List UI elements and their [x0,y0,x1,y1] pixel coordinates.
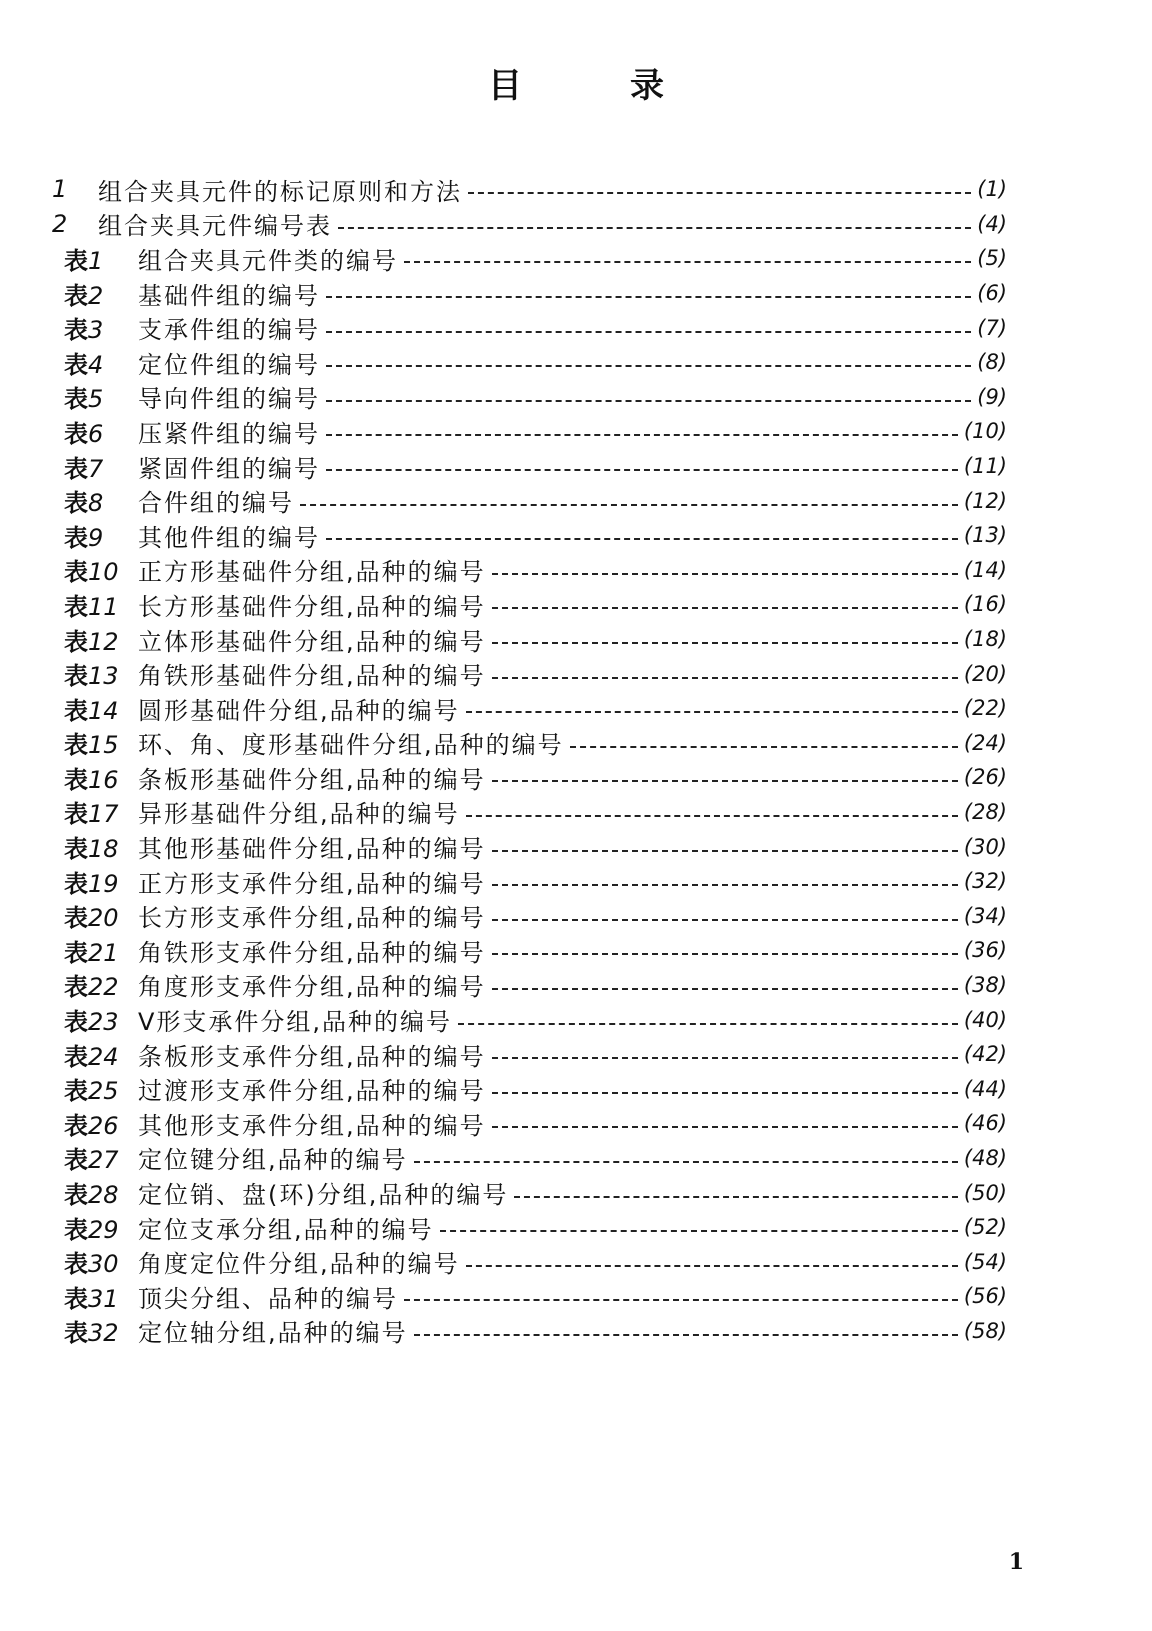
dotted-leader [468,192,971,194]
entry-number-value: 2 [88,281,104,310]
entry-prefix: 表 [64,316,88,345]
entry-page: (30) [963,834,1007,859]
entry-page: (28) [963,799,1007,824]
entry-title: 定位件组的编号 [138,350,320,379]
entry-number: 2 [52,209,68,238]
toc-entry[interactable] [52,241,1007,276]
entry-number-value: 20 [88,904,119,933]
entry-number [52,656,138,691]
toc-entry[interactable] [52,1037,1007,1072]
entry-number [52,622,138,657]
entry-number [52,241,138,276]
toc-entry[interactable] [52,933,1007,968]
entry-page: (22) [963,696,1007,721]
entry-number-value: 16 [88,765,119,794]
toc-entry[interactable] [52,898,1007,933]
entry-number-value: 13 [88,662,119,691]
dotted-leader [492,573,958,575]
toc-entry[interactable] [52,1244,1007,1279]
entry-page: (58) [963,1318,1007,1343]
dotted-leader [492,988,958,990]
entry-number-value: 9 [88,523,104,552]
entry-title: 其他件组的编号 [138,523,320,552]
toc-entry[interactable] [52,1002,1007,1037]
entry-prefix: 表 [64,1284,88,1313]
entry-prefix: 表 [64,1250,88,1279]
dotted-leader [326,331,971,333]
entry-title: 长方形基础件分组,品种的编号 [138,592,486,621]
entry-number [52,1210,138,1245]
entry-prefix: 表 [64,731,88,760]
entry-page: (52) [963,1215,1007,1240]
entry-prefix: 表 [64,696,88,725]
entry-prefix: 表 [64,627,88,656]
entry-page: (44) [963,1076,1007,1101]
toc-entry[interactable] [52,587,1007,622]
entry-number [52,379,138,414]
dotted-leader [492,850,958,852]
entry-prefix: 表 [64,523,88,552]
entry-prefix: 表 [64,904,88,933]
entry-number [52,1071,138,1106]
toc-entry[interactable] [52,172,1007,207]
entry-prefix: 表 [64,350,88,379]
entry-page: (46) [963,1111,1007,1136]
entry-prefix: 表 [64,489,88,518]
toc-entry[interactable] [52,1106,1007,1141]
entry-number [52,864,138,899]
entry-title: 角铁形基础件分组,品种的编号 [138,662,486,691]
entry-page: (56) [963,1284,1007,1309]
entry-number [52,552,138,587]
toc-entry[interactable] [52,276,1007,311]
entry-number-value: 8 [88,489,104,518]
entry-title: 异形基础件分组,品种的编号 [138,800,460,829]
dotted-leader [404,1299,958,1301]
toc-entry[interactable] [52,310,1007,345]
dotted-leader [492,677,958,679]
entry-prefix: 表 [64,800,88,829]
toc-entry[interactable] [52,795,1007,830]
entry-title: 压紧件组的编号 [138,419,320,448]
entry-prefix: 表 [64,973,88,1002]
dotted-leader [326,469,958,471]
entry-title: 角铁形支承件分组,品种的编号 [138,938,486,967]
entry-number [52,310,138,345]
entry-prefix: 表 [64,246,88,275]
entry-title: 角度形支承件分组,品种的编号 [138,973,486,1002]
entry-page: (20) [963,661,1007,686]
entry-prefix: 表 [64,281,88,310]
entry-page: (12) [963,488,1007,513]
entry-number [52,933,138,968]
entry-title: 顶尖分组、品种的编号 [138,1284,398,1313]
entry-number-value: 31 [88,1284,119,1313]
entry-number-value: 27 [88,1146,119,1175]
dotted-leader [492,953,958,955]
entry-number [52,1037,138,1072]
toc-entry[interactable] [52,691,1007,726]
dotted-leader [326,538,958,540]
entry-number-value: 24 [88,1042,119,1071]
entry-number-value: 28 [88,1181,119,1210]
entry-page: (8) [977,350,1007,375]
entry-title: 定位轴分组,品种的编号 [138,1319,408,1348]
entry-number-value: 4 [88,350,104,379]
entry-number-value: 14 [88,696,119,725]
toc-entry[interactable] [52,1071,1007,1106]
entry-number [52,276,138,311]
entry-number [52,691,138,726]
entry-number [52,1140,138,1175]
entry-number [52,1279,138,1314]
entry-number-value: 3 [88,316,104,345]
entry-title: 定位键分组,品种的编号 [138,1146,408,1175]
dotted-leader [492,919,958,921]
entry-number [52,483,138,518]
entry-prefix: 表 [64,1181,88,1210]
entry-number [52,725,138,760]
entry-prefix: 表 [64,1111,88,1140]
table-of-contents [52,172,1007,1348]
entry-number-value: 11 [88,592,119,621]
entry-number [52,898,138,933]
dotted-leader [492,642,958,644]
toc-entry[interactable] [52,1141,1007,1176]
entry-number [52,1002,138,1037]
dotted-leader [492,607,958,609]
dotted-leader [492,884,958,886]
entry-prefix: 表 [64,835,88,864]
entry-number: 1 [52,175,68,204]
toc-entry[interactable] [52,518,1007,553]
toc-entry[interactable] [52,414,1007,449]
dotted-leader [414,1334,958,1336]
entry-prefix: 表 [64,419,88,448]
entry-number-value: 30 [88,1250,119,1279]
entry-number [52,1244,138,1279]
dotted-leader [492,1126,958,1128]
entry-page: (32) [963,869,1007,894]
entry-title: 组合夹具元件编号表 [98,212,332,241]
entry-title: 条板形基础件分组,品种的编号 [138,765,486,794]
entry-prefix: 表 [64,454,88,483]
entry-number-value: 7 [88,454,104,483]
dotted-leader [404,261,971,263]
entry-page: (13) [963,523,1007,548]
title-part-1: 目 [488,66,522,106]
toc-entry[interactable] [52,656,1007,691]
entry-title: 立体形基础件分组,品种的编号 [138,627,486,656]
toc-entry[interactable] [52,553,1007,588]
entry-number-value: 29 [88,1215,119,1244]
toc-entry[interactable] [52,968,1007,1003]
entry-prefix: 表 [64,938,88,967]
toc-entry[interactable] [52,864,1007,899]
entry-title: 导向件组的编号 [138,385,320,414]
entry-page: (48) [963,1145,1007,1170]
entry-title: 基础件组的编号 [138,281,320,310]
entry-title: 正方形基础件分组,品种的编号 [138,558,486,587]
dotted-leader [338,227,971,229]
entry-page: (16) [963,592,1007,617]
dotted-leader [300,504,958,506]
entry-title: 角度定位件分组,品种的编号 [138,1250,460,1279]
entry-number-value: 19 [88,869,119,898]
entry-number [52,345,138,380]
entry-page: (18) [963,627,1007,652]
entry-title: 其他形支承件分组,品种的编号 [138,1111,486,1140]
entry-page: (4) [977,211,1007,236]
table-entries [52,241,1007,1348]
entry-prefix: 表 [64,1146,88,1175]
dotted-leader [492,1092,958,1094]
entry-number-value: 12 [88,627,119,656]
entry-number [52,967,138,1002]
entry-number [52,794,138,829]
entry-page: (54) [963,1249,1007,1274]
toc-entry[interactable] [52,760,1007,795]
toc-entry[interactable] [52,380,1007,415]
toc-entry[interactable] [52,726,1007,761]
entry-number [52,414,138,449]
dotted-leader [570,746,958,748]
toc-entry[interactable] [52,449,1007,484]
entry-title: 过渡形支承件分组,品种的编号 [138,1077,486,1106]
dotted-leader [514,1196,958,1198]
toc-entry[interactable] [52,622,1007,657]
entry-title: 紧固件组的编号 [138,454,320,483]
entry-prefix: 表 [64,1215,88,1244]
dotted-leader [326,434,958,436]
entry-page: (38) [963,972,1007,997]
toc-entry[interactable] [52,1175,1007,1210]
entry-prefix: 表 [64,385,88,414]
entry-page: (34) [963,903,1007,928]
entry-prefix: 表 [64,1042,88,1071]
entry-number-value: 15 [88,731,119,760]
dotted-leader [326,296,971,298]
entry-title: 条板形支承件分组,品种的编号 [138,1042,486,1071]
entry-page: (14) [963,557,1007,582]
dotted-leader [458,1023,958,1025]
entry-title: 组合夹具元件的标记原则和方法 [98,177,462,206]
entry-number-value: 18 [88,835,119,864]
entry-number [52,829,138,864]
toc-entry[interactable] [52,1279,1007,1314]
entry-title: 支承件组的编号 [138,316,320,345]
entry-number-value: 26 [88,1111,119,1140]
dotted-leader [466,1265,958,1267]
title-part-2: 录 [630,66,664,106]
dotted-leader [492,1057,958,1059]
entry-number-value: 5 [88,385,104,414]
entry-prefix: 表 [64,558,88,587]
entry-prefix: 表 [64,1319,88,1348]
dotted-leader [414,1161,958,1163]
entry-number-value: 23 [88,1008,119,1037]
entry-prefix: 表 [64,1008,88,1037]
entry-number [52,587,138,622]
entry-title: 组合夹具元件类的编号 [138,246,398,275]
entry-number [52,1175,138,1210]
entry-title: 圆形基础件分组,品种的编号 [138,696,460,725]
entry-page: (6) [977,281,1007,306]
entry-number-value: 25 [88,1077,119,1106]
entry-title: V形支承件分组,品种的编号 [138,1008,453,1037]
entry-page: (7) [977,315,1007,340]
dotted-leader [326,400,971,402]
entry-page: (42) [963,1042,1007,1067]
entry-number-value: 32 [88,1319,119,1348]
entry-page: (50) [963,1180,1007,1205]
entry-page: (24) [963,730,1007,755]
entry-number-value: 22 [88,973,119,1002]
entry-prefix: 表 [64,765,88,794]
entry-title: 合件组的编号 [138,489,294,518]
entry-page: (11) [963,454,1007,479]
entry-title: 其他形基础件分组,品种的编号 [138,835,486,864]
dotted-leader [440,1230,958,1232]
dotted-leader [492,780,958,782]
entry-number-value: 1 [88,246,104,275]
entry-page: (10) [963,419,1007,444]
entry-page: (5) [977,246,1007,271]
entry-title: 正方形支承件分组,品种的编号 [138,869,486,898]
entry-page: (36) [963,938,1007,963]
page-title [0,58,1152,107]
entry-number [52,518,138,553]
entry-page: (40) [963,1007,1007,1032]
entry-number-value: 10 [88,558,119,587]
entry-page: (9) [977,384,1007,409]
dotted-leader [326,365,971,367]
toc-entry[interactable] [52,1314,1007,1349]
entry-number [52,760,138,795]
dotted-leader [466,711,958,713]
entry-page: (26) [963,765,1007,790]
entry-title: 定位销、盘(环)分组,品种的编号 [138,1181,509,1210]
toc-entry[interactable] [52,207,1007,242]
entry-title: 定位支承分组,品种的编号 [138,1215,434,1244]
entry-number-value: 17 [88,800,119,829]
entry-prefix: 表 [64,869,88,898]
dotted-leader [466,815,958,817]
entry-number [52,1313,138,1348]
toc-entry[interactable] [52,483,1007,518]
entry-number-value: 21 [88,938,119,967]
page-number: 1 [1008,1549,1024,1575]
entry-number-value: 6 [88,419,104,448]
entry-number [52,1106,138,1141]
toc-entry[interactable] [52,1210,1007,1245]
entry-title: 长方形支承件分组,品种的编号 [138,904,486,933]
toc-entry[interactable] [52,829,1007,864]
entry-title: 环、角、度形基础件分组,品种的编号 [138,731,564,760]
toc-entry[interactable] [52,345,1007,380]
entry-prefix: 表 [64,1077,88,1106]
entry-page: (1) [977,177,1007,202]
entry-number [52,449,138,484]
entry-prefix: 表 [64,592,88,621]
entry-prefix: 表 [64,662,88,691]
